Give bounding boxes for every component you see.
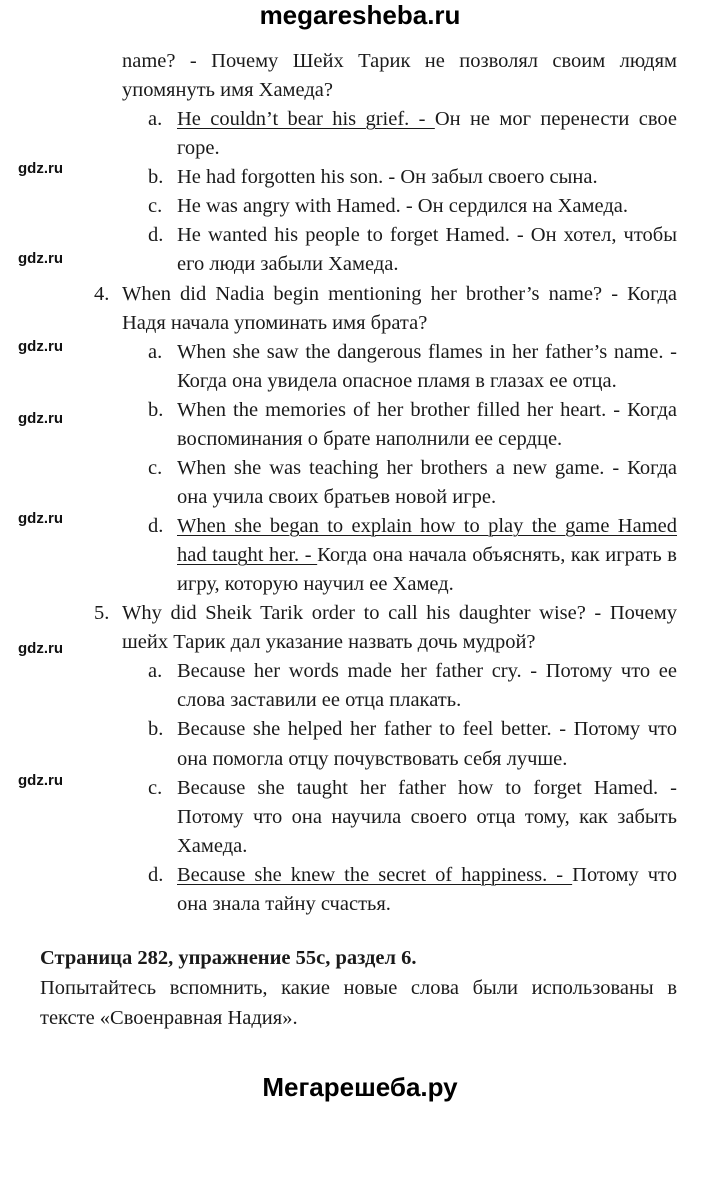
question-number: 5. <box>94 602 110 625</box>
option-text: He was angry with Hamed. - Он сердился на Хамеда. <box>177 195 628 218</box>
option-b <box>148 396 677 454</box>
option-letter: a. <box>148 660 163 683</box>
watermark: gdz.ru <box>18 410 63 427</box>
options-list <box>0 657 720 919</box>
option-text: When she saw the dangerous flames in her father’s name. - Когда она увидела опасное пламя в глазах ее отца. <box>177 340 677 392</box>
option-a <box>148 338 677 396</box>
option-letter: b. <box>148 166 164 189</box>
option-c <box>148 192 677 221</box>
question-text: When did Nadia begin mentioning her brother’s name? - Когда Надя начала упоминать имя брата? <box>122 282 677 334</box>
watermark: gdz.ru <box>18 772 63 789</box>
option-d <box>148 512 677 599</box>
option-letter: d. <box>148 515 164 537</box>
option-letter: c. <box>148 456 163 479</box>
options-list <box>0 338 720 600</box>
question-number: 4. <box>94 282 110 305</box>
option-b <box>148 715 677 773</box>
option-text: Когда она начала объяснять, как играть в игру, которую научил ее Хамед. <box>177 544 677 596</box>
correct-answer-text: When she began to explain how to play the game Hamed had taught her. - <box>177 515 677 567</box>
option-a <box>148 657 677 715</box>
question-text: name? - Почему Шейх Тарик не позволял своим людям упомянуть имя Хамеда? <box>122 50 677 102</box>
task-title: Страница 282, упражнение 55c, раздел 6. <box>40 946 417 969</box>
answer-content <box>0 47 720 919</box>
watermark: gdz.ru <box>18 160 63 177</box>
option-text: He had forgotten his son. - Он забыл своего сына. <box>177 166 598 189</box>
question-5 <box>0 599 677 657</box>
correct-answer-text: He couldn’t bear his grief. - <box>177 108 435 131</box>
correct-answer-text: Because she knew the secret of happiness. - <box>177 863 573 886</box>
option-letter: a. <box>148 108 163 131</box>
option-letter: d. <box>148 224 164 247</box>
option-a <box>148 105 677 163</box>
option-text: Он не мог перенести свое горе. <box>177 108 677 160</box>
option-text: Because her words made her father cry. - Потому что ее слова заставили ее отца плакать. <box>177 660 677 712</box>
option-text: When she was teaching her brothers a new game. - Когда она учила своих братьев новой игре. <box>177 456 677 508</box>
question-text: Why did Sheik Tarik order to call his daughter wise? - Почему шейх Тарик дал указание назвать дочь мудрой? <box>122 602 677 654</box>
site-footer: Мегарешеба.ру <box>262 1071 458 1102</box>
option-letter: a. <box>148 340 163 363</box>
options-list <box>0 105 720 279</box>
watermark: gdz.ru <box>18 338 63 355</box>
site-header: megaresheba.ru <box>259 0 461 30</box>
option-letter: b. <box>148 398 164 421</box>
option-text: When the memories of her brother filled her heart. - Когда воспоминания о брате наполнили ее сердце. <box>177 398 677 450</box>
option-text: Because she helped her father to feel better. - Потому что она помогла отцу почувствовать себя лучше. <box>177 718 677 770</box>
watermark: gdz.ru <box>18 510 63 527</box>
option-text: Потому что она знала тайну счастья. <box>177 863 677 915</box>
option-text: Because she taught her father how to forget Hamed. - Потому что она научила своего отца тому, как забыть Хамеда. <box>177 776 677 857</box>
watermark: gdz.ru <box>18 640 63 657</box>
question-continuation <box>0 47 677 105</box>
question-4 <box>0 280 677 338</box>
option-b <box>148 163 677 192</box>
option-letter: d. <box>148 863 164 886</box>
option-letter: c. <box>148 776 163 799</box>
option-letter: b. <box>148 718 164 741</box>
watermark: gdz.ru <box>18 250 63 267</box>
option-c <box>148 454 677 512</box>
option-c <box>148 774 677 861</box>
task-section <box>40 943 677 1033</box>
option-d <box>148 221 677 279</box>
option-d <box>148 861 677 919</box>
task-text: Попытайтесь вспомнить, какие новые слова были использованы в тексте «Своенравная Надия». <box>40 976 677 1029</box>
option-letter: c. <box>148 195 163 218</box>
option-text: He wanted his people to forget Hamed. - Он хотел, чтобы его люди забыли Хамеда. <box>177 224 677 276</box>
